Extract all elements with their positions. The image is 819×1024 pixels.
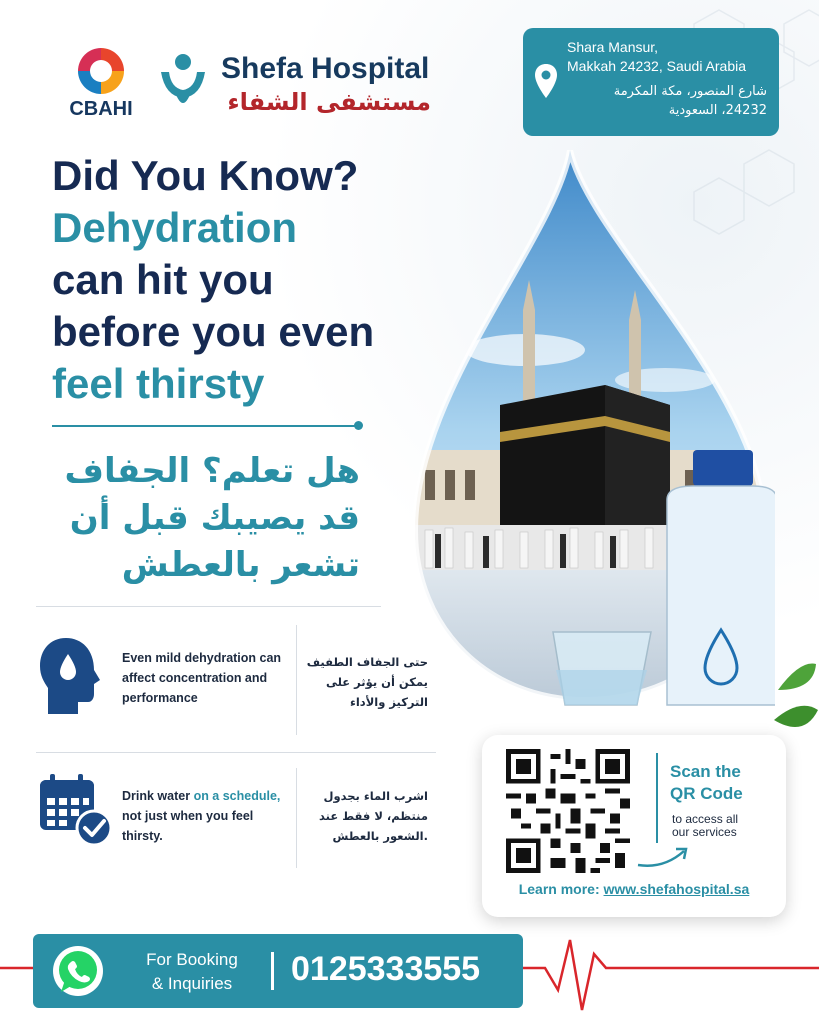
qr-card xyxy=(482,735,786,917)
tip2-en-part2: not just when you feel thirsty. xyxy=(122,809,254,843)
qr-code[interactable] xyxy=(506,749,630,873)
headline-ar-line3: تشعر بالعطش xyxy=(121,545,360,585)
booking-separator xyxy=(271,952,274,990)
scan-line1: Scan the xyxy=(670,762,741,781)
headline-divider xyxy=(52,425,357,427)
cbahi-text: CBAHI xyxy=(69,98,133,120)
tip1-separator xyxy=(296,625,297,735)
scan-label xyxy=(670,761,770,805)
headline-line4: before you even xyxy=(52,308,375,355)
scan-line2: QR Code xyxy=(670,784,743,803)
headline-line5: feel thirsty xyxy=(52,360,265,407)
tip2-en-part1: Drink water xyxy=(122,789,194,803)
curved-arrow-icon xyxy=(634,843,694,871)
address-box xyxy=(523,28,779,136)
headline-divider-dot xyxy=(354,421,363,430)
shefa-emblem-icon xyxy=(155,52,211,116)
tip2-separator xyxy=(296,768,297,868)
tip1-ar-line3: التركيز والأداء xyxy=(349,695,428,709)
headline-en xyxy=(52,150,422,410)
learn-more-label: Learn more: xyxy=(518,881,604,897)
tips-middle-divider xyxy=(36,752,436,753)
address-en-line1: Shara Mansur, xyxy=(567,39,659,55)
booking-label-line1: For Booking xyxy=(146,950,238,969)
headline-line2: Dehydration xyxy=(52,204,298,251)
headline-ar-line1: هل تعلم؟ الجفاف xyxy=(64,451,360,491)
head-water-drop-icon xyxy=(36,636,102,716)
access-label xyxy=(672,813,772,839)
booking-label xyxy=(133,948,251,996)
water-drop-kaaba-illustration xyxy=(405,150,775,710)
website-link[interactable]: www.shefahospital.sa xyxy=(603,881,750,897)
tips-top-divider xyxy=(36,606,381,607)
whatsapp-icon xyxy=(51,944,105,998)
tip1-ar xyxy=(300,652,428,712)
phone-number[interactable]: 0125333555 xyxy=(291,950,481,988)
access-line2: our services xyxy=(672,825,737,839)
access-line1: to access all xyxy=(672,812,739,826)
tip2-ar-line3: .الشعور بالعطش xyxy=(332,829,428,843)
cbahi-ring-icon xyxy=(78,48,124,94)
location-pin-icon xyxy=(535,64,557,100)
tip2-en-highlight: on a schedule, xyxy=(193,789,281,803)
booking-label-line2: & Inquiries xyxy=(151,974,233,993)
tip1-ar-line2: يمكن أن يؤثر على xyxy=(325,675,428,689)
tip2-ar xyxy=(300,786,428,846)
hospital-name-en: Shefa Hospital xyxy=(221,52,430,85)
headline-line3: can hit you xyxy=(52,256,274,303)
qr-divider xyxy=(656,753,658,843)
learn-more xyxy=(482,881,786,897)
cbahi-logo xyxy=(56,48,146,121)
tip2-en xyxy=(122,786,292,846)
address-en-line2: Makkah 24232, Saudi Arabia xyxy=(567,58,747,74)
tip2-ar-line2: منتظم، لا فقط عند xyxy=(319,809,428,823)
address-ar-line1: شارع المنصور، مكة المكرمة xyxy=(613,84,767,99)
headline-ar-line2: قد يصيبك قبل أن xyxy=(69,498,360,538)
calendar-check-icon xyxy=(38,772,112,846)
tip1-ar-line1: حتى الجفاف الطفيف xyxy=(306,655,428,669)
booking-bar[interactable] xyxy=(33,934,523,1008)
tip1-en: Even mild dehydration can affect concentration and performance xyxy=(122,651,282,705)
tip2-ar-line1: اشرب الماء بجدول xyxy=(323,789,428,803)
hospital-name-ar: مستشفى الشفاء xyxy=(227,88,431,116)
headline-line1: Did You Know? xyxy=(52,152,359,199)
address-ar-line2: 24232، السعودية xyxy=(668,103,767,118)
headline-ar xyxy=(40,448,360,589)
